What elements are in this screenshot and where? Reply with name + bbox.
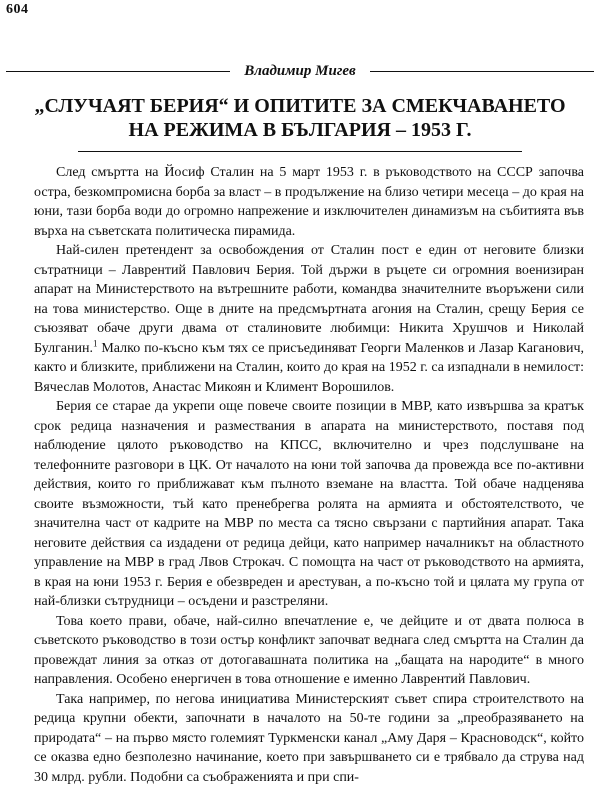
article-title [20,94,580,142]
paragraph-5: Така например, по негова инициатива Министерският съвет спира строителството на редица крупни обекти, започнати в началото на 50-те години за „преобразяването на природата“ – на първо място големият Туркменски канал „Аму Даря – Красноводск“, който се оказва едно безполезно начинание, което при завършването си е трябвало да струва над 30 млрд. рубли. Подобни са съображенията и при спи- [34,691,584,785]
running-head-rule-right [370,71,594,72]
footnote-marker: 1 [93,337,98,348]
running-head [6,63,594,80]
article-title-line-2: НА РЕЖИМА В БЪЛГАРИЯ – 1953 Г. [128,119,472,141]
page-number: 604 [6,2,29,17]
paragraph-4: Това което прави, обаче, най-силно впечатление е, че дейците и от двата полюса в съветското ръководство в този остър конфликт започват веднага след смъртта на Сталин да провеждат линия за отказ от дотогавашната политика на „бащата на народите“ в много направления. Особено енергичен в това отношение е именно Лаврентий Павлович. [34,613,584,687]
running-head-rule-left [6,71,230,72]
article-body [34,163,584,787]
paragraph-2-text-after: Малко по-късно към тях се присъединяват Георги Маленков и Лазар Каганович, както и близките, приближени на Сталин, които до края на 1952 г. са изпаднали в немилост: Вячеслав Молотов, Анастас Микоян и Климент Ворошилов. [34,340,584,395]
paragraph-3: Берия се старае да укрепи още повече своите позиции в МВР, като извършва за кратък срок редица назначения и размествания в апарата на министерството, поставя под наблюдение цялото ръководство на КПСС, включително и чрез подслушване на телефонните разговори в ЦК. От началото на юни той започва да провежда все по-активни действия, които го приближават към пълното вземане на властта. Той обаче надценява своите възможности, тъй като пренебрегва ролята на армията и обстоятелството, че значителна част от кадрите на МВР по места са тясно свързани с партийния апарат. Така неговите действия са издадени от редица дейци, като например началникът на областното управление на МВР в град Лвов Строкач. С помощта на част от ръководството на армията, в края на юни 1953 г. Берия е обезвреден и арестуван, а по-късно той и цялата му група от най-близки сътрудници – осъдени и разстреляни. [34,399,584,609]
article-title-line-1: „СЛУЧАЯТ БЕРИЯ“ И ОПИТИТЕ ЗА СМЕКЧАВАНЕТО [34,95,566,117]
paragraph-1: След смъртта на Йосиф Сталин на 5 март 1953 г. в ръководството на СССР започва остра, безкомпромисна борба за власт – в продължение на близо четири месеца – до края на юни, тази борба води до огромно напрежение и изключителен динамизъм на събитията във върха на съветската политическа пирамида. [34,165,584,239]
paragraph-2 [34,241,584,397]
running-head-author: Владимир Мигев [244,63,356,79]
title-underline-rule [78,151,522,152]
paragraph-2-text-before: Най-силен претендент за освобождения от Сталин пост е един от неговите близки сътратници – Лаврентий Павлович Берия. Той държи в ръцете си огромния военизиран апарат на Министерството на вътрешните работи, командва значителните въоръжени сили на това министерство. Още в дните на предсмъртната агония на Сталин, срещу Берия се съюзяват обаче други двама от сталиновите любимци: Никита Хрушчов и Николай Булганин. [34,243,584,356]
